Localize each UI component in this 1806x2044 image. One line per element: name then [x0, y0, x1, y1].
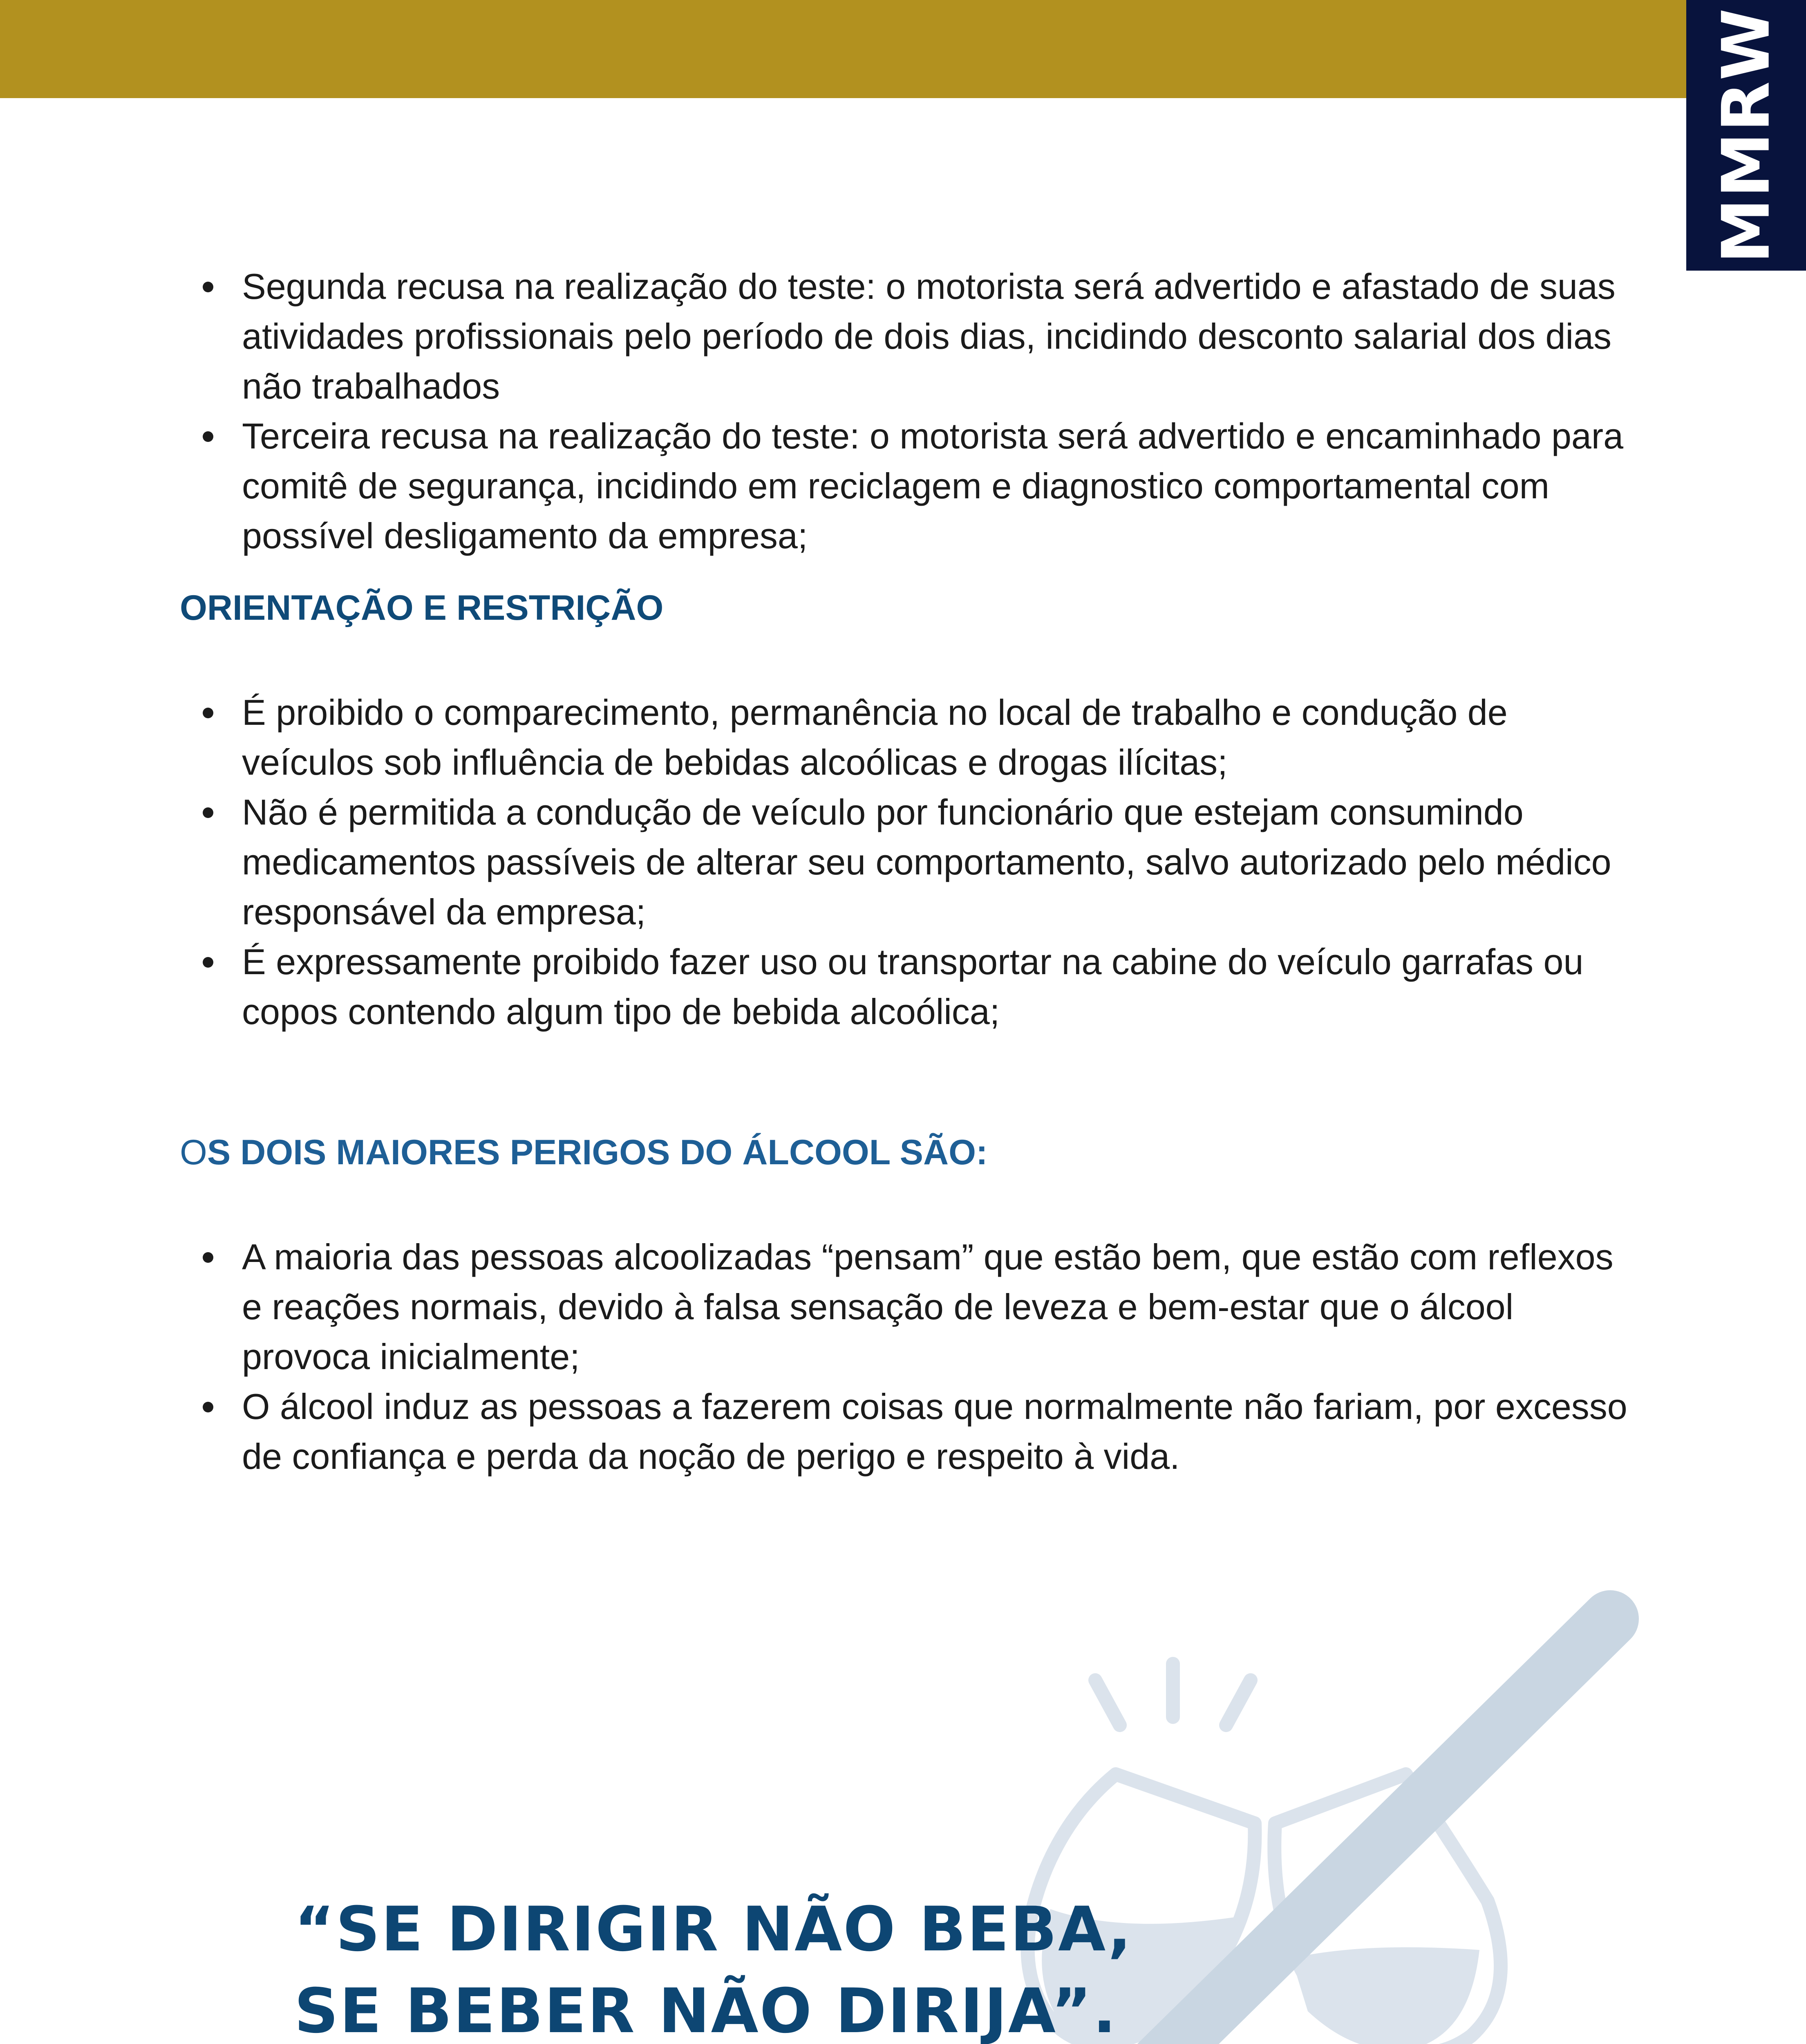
slogan [294, 1889, 1132, 2044]
list-item: A maioria das pessoas alcoolizadas “pensam” que estão bem, que estão com reflexos e reações normais, devido à falsa sensação de leveza e bem-estar que o álcool provoca inicialmente; [180, 1232, 1635, 1382]
slogan-line: SE BEBER NÃO DIRIJA”. [294, 1976, 1117, 2044]
intro-bullet-list [180, 262, 1635, 561]
page-content [180, 262, 1635, 1481]
spacer [180, 630, 1635, 688]
orientation-bullet-list [180, 688, 1635, 1037]
list-item: O álcool induz as pessoas a fazerem coisas que normalmente não fariam, por excesso de confiança e perda da noção de perigo e respeito à vida. [180, 1382, 1635, 1481]
slogan-line: “SE DIRIGIR NÃO BEBA, [294, 1894, 1132, 1965]
list-item: Terceira recusa na realização do teste: o motorista será advertido e encaminhado para comitê de segurança, incidindo em reciclagem e diagnostico comportamental com possível desligamento da empresa; [180, 411, 1635, 561]
dangers-bullet-list [180, 1232, 1635, 1481]
list-item: Não é permitida a condução de veículo por funcionário que estejam consumindo medicamentos passíveis de alterar seu comportamento, salvo autorizado pelo médico responsável da empresa; [180, 787, 1635, 937]
list-item: É proibido o comparecimento, permanência no local de trabalho e condução de veículos sob influência de bebidas alcoólicas e drogas ilícitas; [180, 688, 1635, 787]
section-title-rest: S DOIS MAIORES PERIGOS DO ÁLCOOL SÃO: [207, 1133, 988, 1172]
top-header-bar [0, 0, 1806, 98]
brand-tab-label: MMRW [1708, 7, 1784, 264]
section-title-initial: O [180, 1133, 207, 1172]
list-item: Segunda recusa na realização do teste: o motorista será advertido e afastado de suas atividades profissionais pelo período de dois dias, incidindo desconto salarial dos dias não trabalhados [180, 262, 1635, 411]
brand-side-tab [1686, 0, 1806, 271]
section-title-orientation: ORIENTAÇÃO E RESTRIÇÃO [180, 588, 664, 628]
section-title-dangers [180, 1130, 1635, 1175]
spacer [180, 1175, 1635, 1232]
list-item: É expressamente proibido fazer uso ou transportar na cabine do veículo garrafas ou copos contendo algum tipo de bebida alcoólica; [180, 937, 1635, 1037]
